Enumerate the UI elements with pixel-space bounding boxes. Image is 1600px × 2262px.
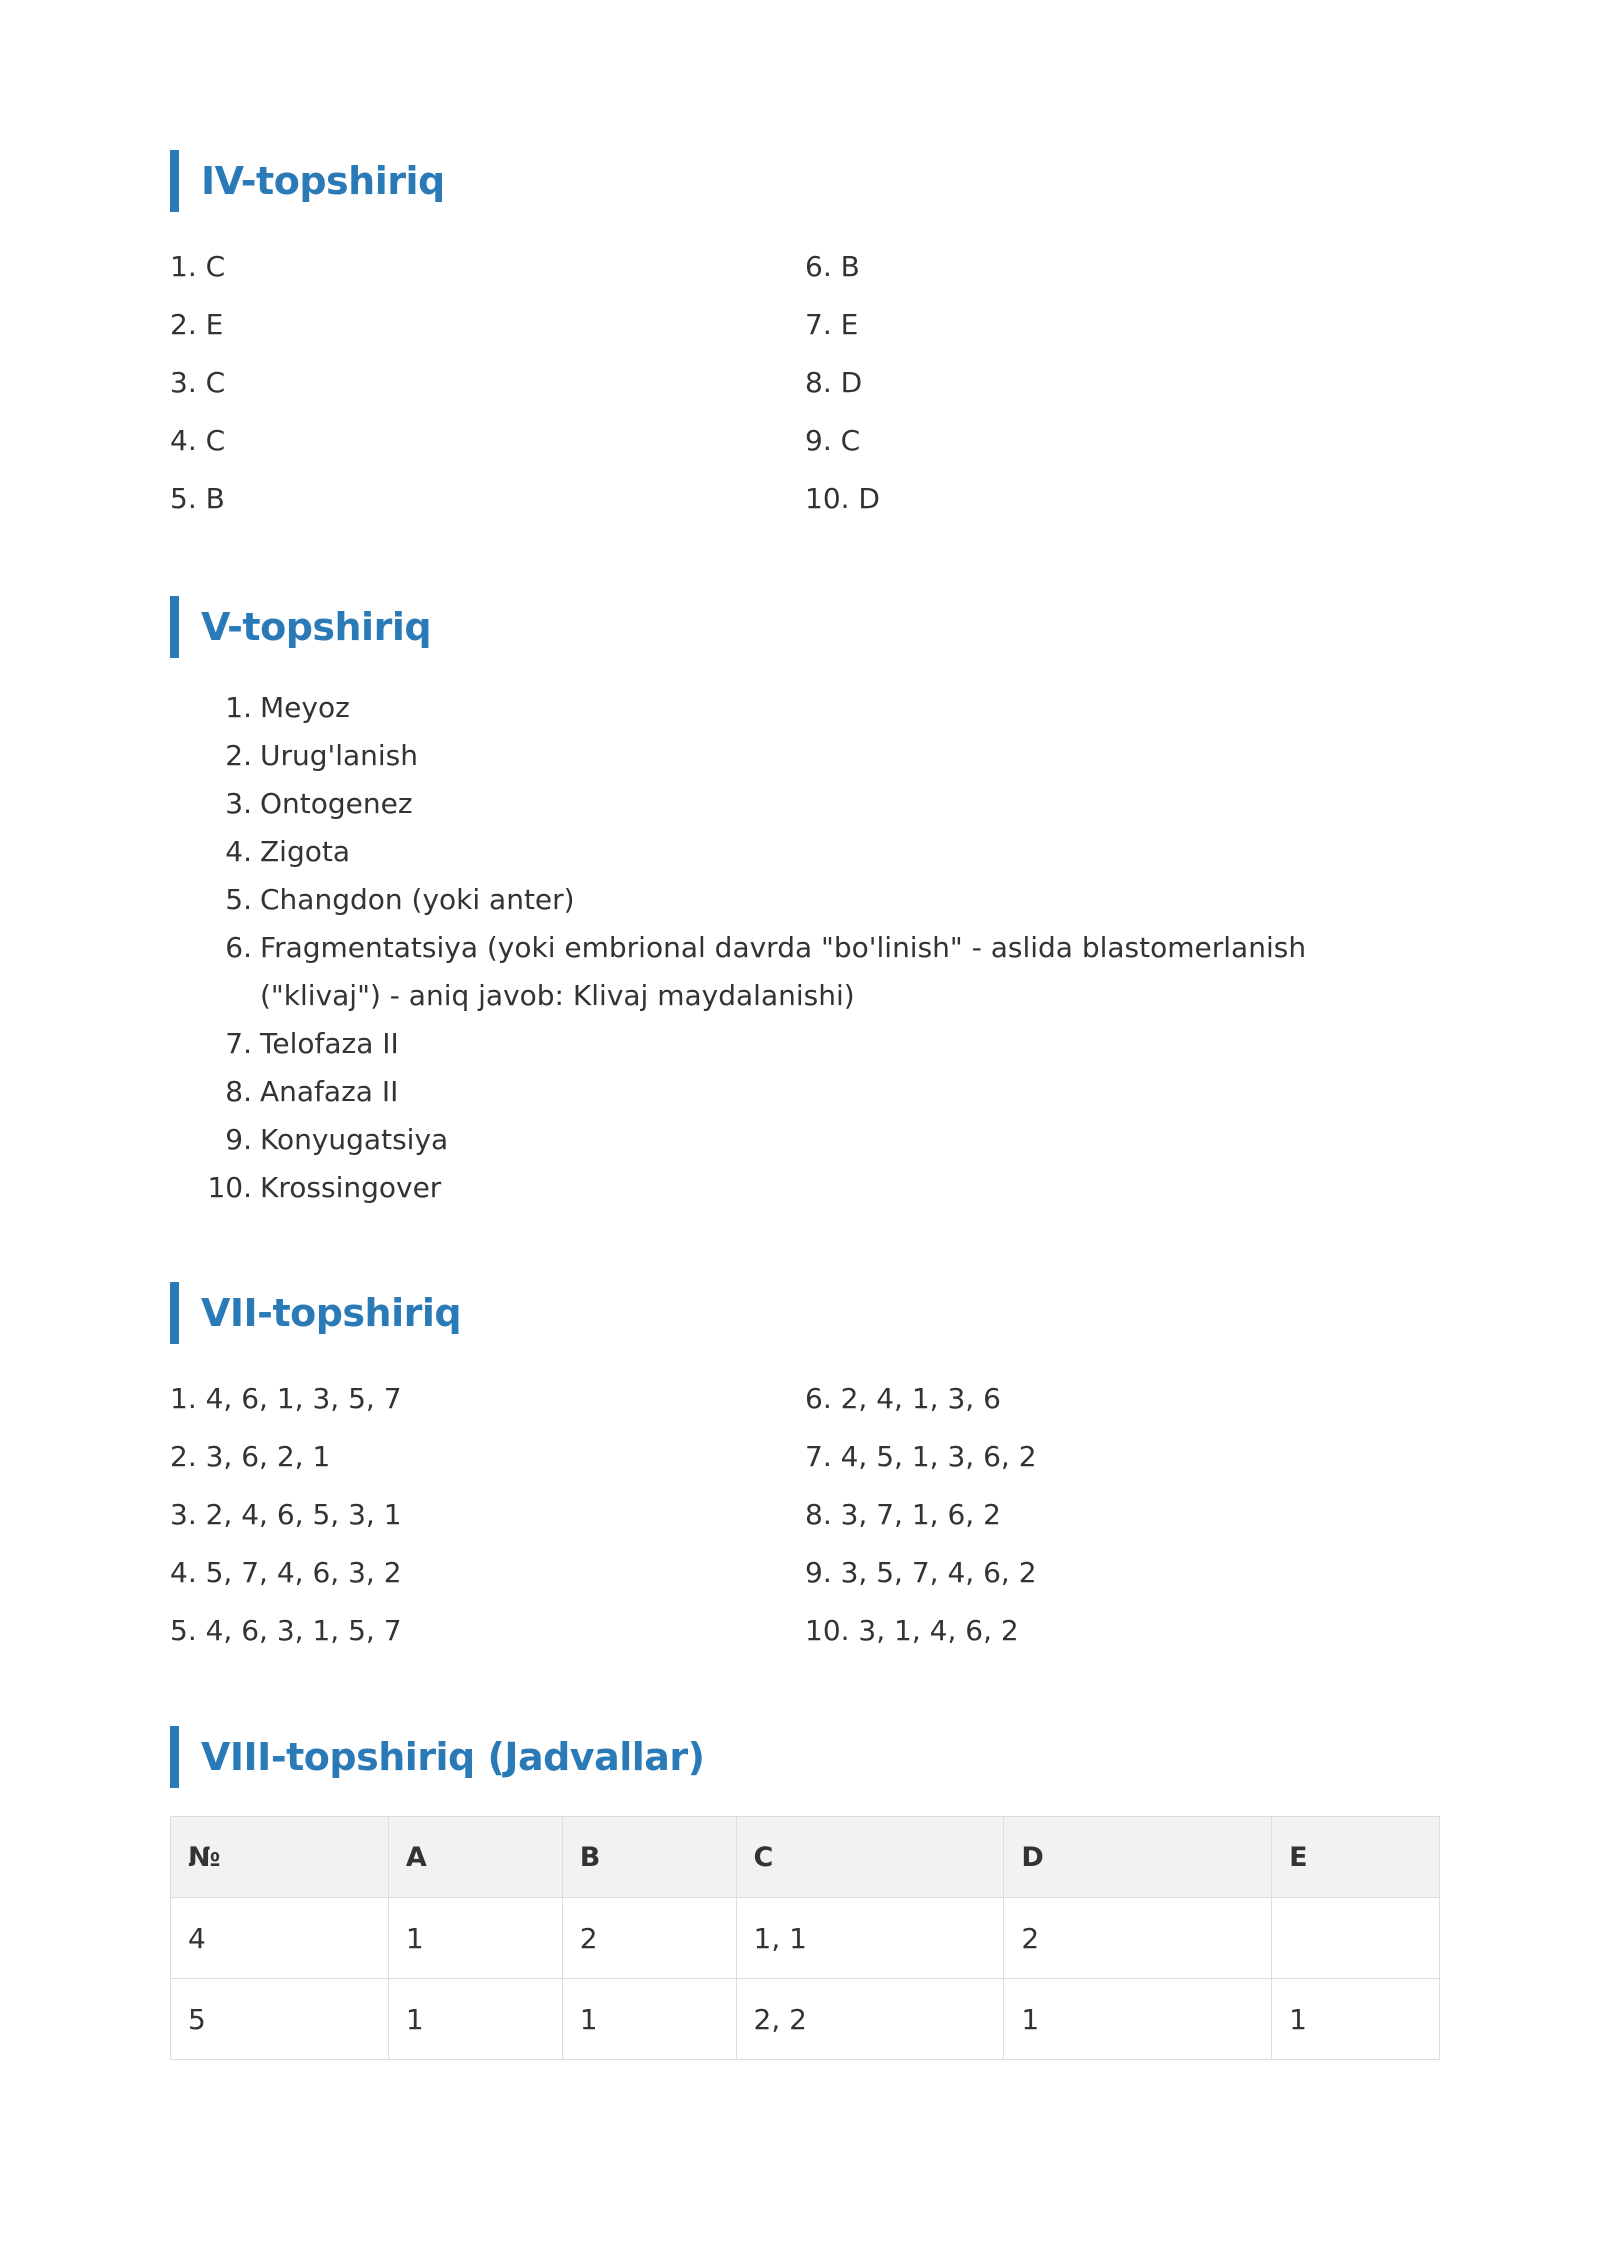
table-header-cell: A [388, 1817, 562, 1898]
list-text: Ontogenez [260, 787, 413, 820]
answer-item: 8. 3, 7, 1, 6, 2 [805, 1498, 1001, 1531]
heading-accent-bar [170, 1726, 179, 1788]
answer-item: 8. D [805, 366, 863, 399]
answer-item: 9. 3, 5, 7, 4, 6, 2 [805, 1556, 1037, 1589]
section-title: VIII-topshiriq (Jadvallar) [201, 1735, 705, 1779]
table-header-row [171, 1817, 1440, 1898]
heading-accent-bar [170, 1282, 179, 1344]
table-cell: 1 [388, 1979, 562, 2060]
answer-item: 7. 4, 5, 1, 3, 6, 2 [805, 1440, 1037, 1473]
list-item [170, 876, 1440, 924]
list-text: Zigota [260, 835, 351, 868]
table-cell [1272, 1898, 1440, 1979]
answer-item: 10. 3, 1, 4, 6, 2 [805, 1614, 1019, 1647]
section-heading [170, 596, 1440, 658]
table-header-cell: № [171, 1817, 389, 1898]
table-cell: 1, 1 [736, 1898, 1004, 1979]
answer-item: 4. C [170, 424, 226, 457]
table-header-cell: C [736, 1817, 1004, 1898]
heading-accent-bar [170, 596, 179, 658]
section-viii [170, 1726, 1440, 2060]
table-cell: 2, 2 [736, 1979, 1004, 2060]
answer-item: 1. C [170, 250, 226, 283]
answer-item: 4. 5, 7, 4, 6, 3, 2 [170, 1556, 402, 1589]
section-title: IV-topshiriq [201, 159, 445, 203]
answer-item: 10. D [805, 482, 880, 515]
answer-item: 9. C [805, 424, 861, 457]
table-cell: 1 [388, 1898, 562, 1979]
table-cell: 5 [171, 1979, 389, 2060]
table-cell: 2 [562, 1898, 736, 1979]
answer-grid [170, 238, 1440, 528]
answer-list [170, 684, 1440, 1212]
list-number: 1. [225, 691, 252, 724]
list-item [170, 1116, 1440, 1164]
table-cell: 4 [171, 1898, 389, 1979]
section-v [170, 596, 1440, 1212]
list-text: Changdon (yoki anter) [260, 883, 575, 916]
section-heading [170, 1282, 1440, 1344]
list-number: 4. [225, 835, 252, 868]
section-title: VII-topshiriq [201, 1291, 462, 1335]
answer-item: 5. B [170, 482, 225, 515]
list-item [170, 828, 1440, 876]
section-heading [170, 150, 1440, 212]
list-number: 5. [225, 883, 252, 916]
list-number: 9. [225, 1123, 252, 1156]
section-vii [170, 1282, 1440, 1660]
table-cell: 1 [1004, 1979, 1272, 2060]
list-item [170, 732, 1440, 780]
list-text: Konyugatsiya [260, 1123, 449, 1156]
list-text: Krossingover [260, 1171, 442, 1204]
list-number: 10. [207, 1171, 252, 1204]
answer-page [170, 150, 1440, 2060]
heading-accent-bar [170, 150, 179, 212]
table-header-cell: E [1272, 1817, 1440, 1898]
section-iv [170, 150, 1440, 528]
answer-item: 6. B [805, 250, 860, 283]
list-text: Anafaza II [260, 1075, 399, 1108]
answer-item: 2. E [170, 308, 224, 341]
table-row [171, 1979, 1440, 2060]
answer-table [170, 1816, 1440, 2060]
list-item [170, 1164, 1440, 1212]
list-text: Urug'lanish [260, 739, 419, 772]
table-cell: 2 [1004, 1898, 1272, 1979]
list-number: 6. [225, 931, 252, 964]
table-cell: 1 [562, 1979, 736, 2060]
list-item [170, 780, 1440, 828]
list-text: Fragmentatsiya (yoki embrional davrda "bo'linish" - aslida blastomerlanish ("klivaj") - aniq javob: Klivaj maydalanishi) [260, 931, 1307, 1012]
list-text: Telofaza II [260, 1027, 399, 1060]
list-number: 2. [225, 739, 252, 772]
table-header-cell: B [562, 1817, 736, 1898]
answer-grid [170, 1370, 1440, 1660]
answer-item: 3. C [170, 366, 226, 399]
list-item [170, 1020, 1440, 1068]
answer-item: 5. 4, 6, 3, 1, 5, 7 [170, 1614, 402, 1647]
list-number: 8. [225, 1075, 252, 1108]
section-heading [170, 1726, 1440, 1788]
section-title: V-topshiriq [201, 605, 432, 649]
table-row [171, 1898, 1440, 1979]
table-cell: 1 [1272, 1979, 1440, 2060]
list-item [170, 924, 1440, 1020]
answer-item: 7. E [805, 308, 859, 341]
list-item [170, 684, 1440, 732]
list-number: 3. [225, 787, 252, 820]
list-text: Meyoz [260, 691, 350, 724]
answer-item: 6. 2, 4, 1, 3, 6 [805, 1382, 1001, 1415]
table-header-cell: D [1004, 1817, 1272, 1898]
list-item [170, 1068, 1440, 1116]
answer-item: 3. 2, 4, 6, 5, 3, 1 [170, 1498, 402, 1531]
answer-item: 2. 3, 6, 2, 1 [170, 1440, 331, 1473]
answer-item: 1. 4, 6, 1, 3, 5, 7 [170, 1382, 402, 1415]
list-number: 7. [225, 1027, 252, 1060]
